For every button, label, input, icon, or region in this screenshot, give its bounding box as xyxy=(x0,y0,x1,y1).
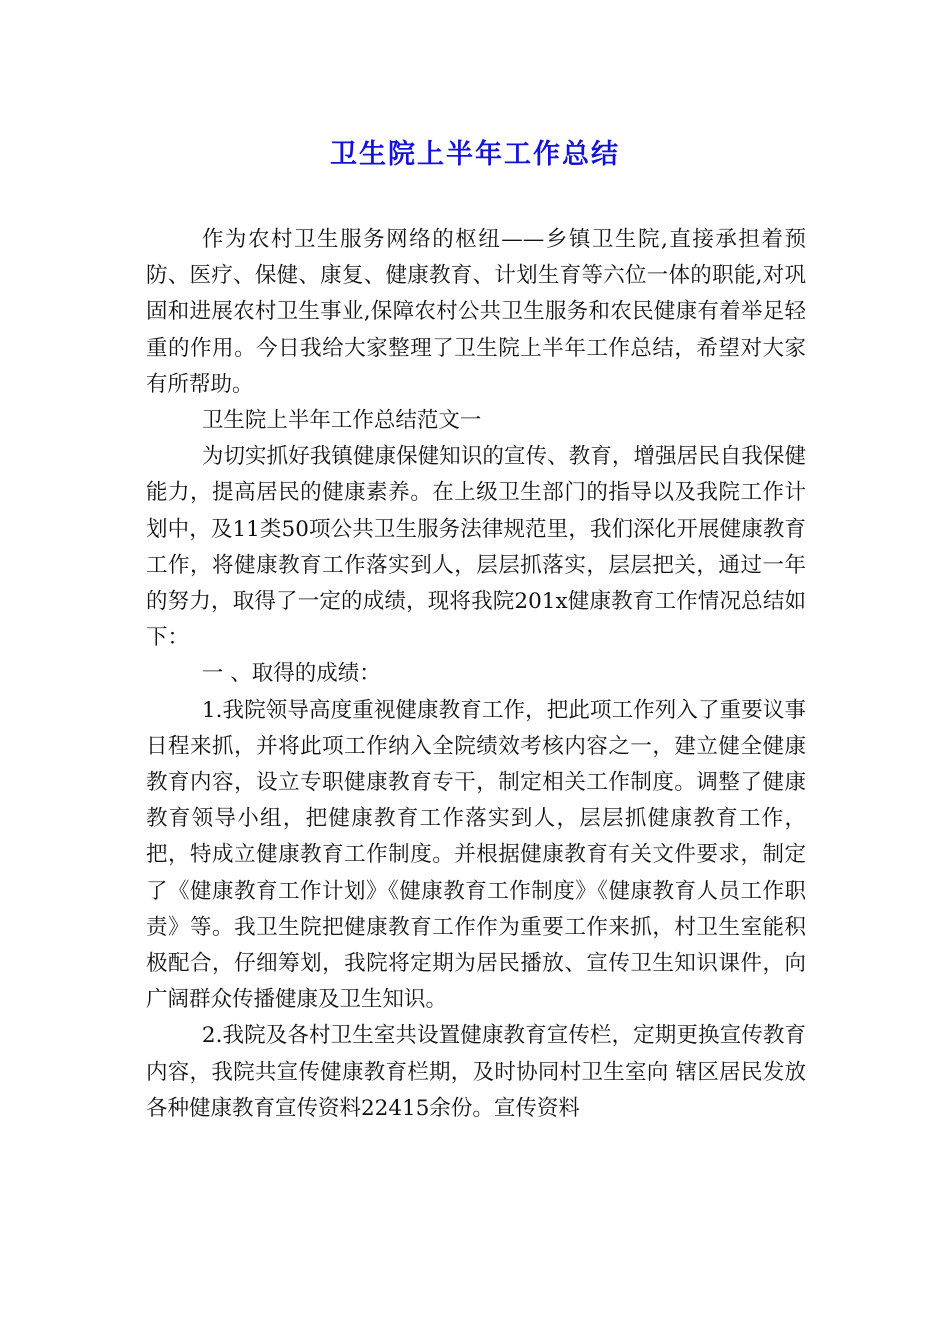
paragraph-overview: 为切实抓好我镇健康保健知识的宣传、教育，增强居民自我保健能力，提高居民的健康素养。在上级卫生部门的指导以及我院工作计划中，及11类50项公共卫生服务法律规范里，我们深化开展健康教育工作，将健康教育工作落实到人，层层抓落实，层层把关，通过一年的努力，取得了一定的成绩，现将我院201x健康教育工作情况总结如下： xyxy=(146,444,806,651)
document-title: 卫生院上半年工作总结 xyxy=(330,139,620,170)
paragraph-item-2: 2.我院及各村卫生室共设置健康教育宣传栏，定期更换宣传教育内容，我院共宣传健康教育栏期，及时协同村卫生室向 辖区居民发放各种健康教育宣传资料22415余份。宣传资料 xyxy=(146,1023,806,1121)
section-heading-achievements: 一 、取得的成绩： xyxy=(201,661,381,687)
paragraph-item-1: 1.我院领导高度重视健康教育工作，把此项工作列入了重要议事日程来抓，并将此项工作纳入全院绩效考核内容之一，建立健全健康教育内容，设立专职健康教育专干，制定相关工作制度。调整了健康教育领导小组，把健康教育工作落实到人，层层抓健康教育工作，把，特成立健康教育工作制度。并根据健康教育有关文件要求，制定了《健康教育工作计划》《健康教育工作制度》《健康教育人员工作职责》等。我卫生院把健康教育工作作为重要工作来抓，村卫生室能积极配合，仔细筹划，我院将定期为居民播放、宣传卫生知识课件，向广阔群众传播健康及卫生知识。 xyxy=(146,697,806,1013)
paragraph-subtitle: 卫生院上半年工作总结范文一 xyxy=(201,408,482,434)
paragraph-intro: 作为农村卫生服务网络的枢纽——乡镇卫生院,直接承担着预防、医疗、保健、康复、健康教育、计划生育等六位一体的职能,对巩固和进展农村卫生事业,保障农村公共卫生服务和农民健康有着举足轻重的作用。今日我给大家整理了卫生院上半年工作总结，希望对大家有所帮助。 xyxy=(146,227,806,397)
document-body xyxy=(146,222,806,1127)
